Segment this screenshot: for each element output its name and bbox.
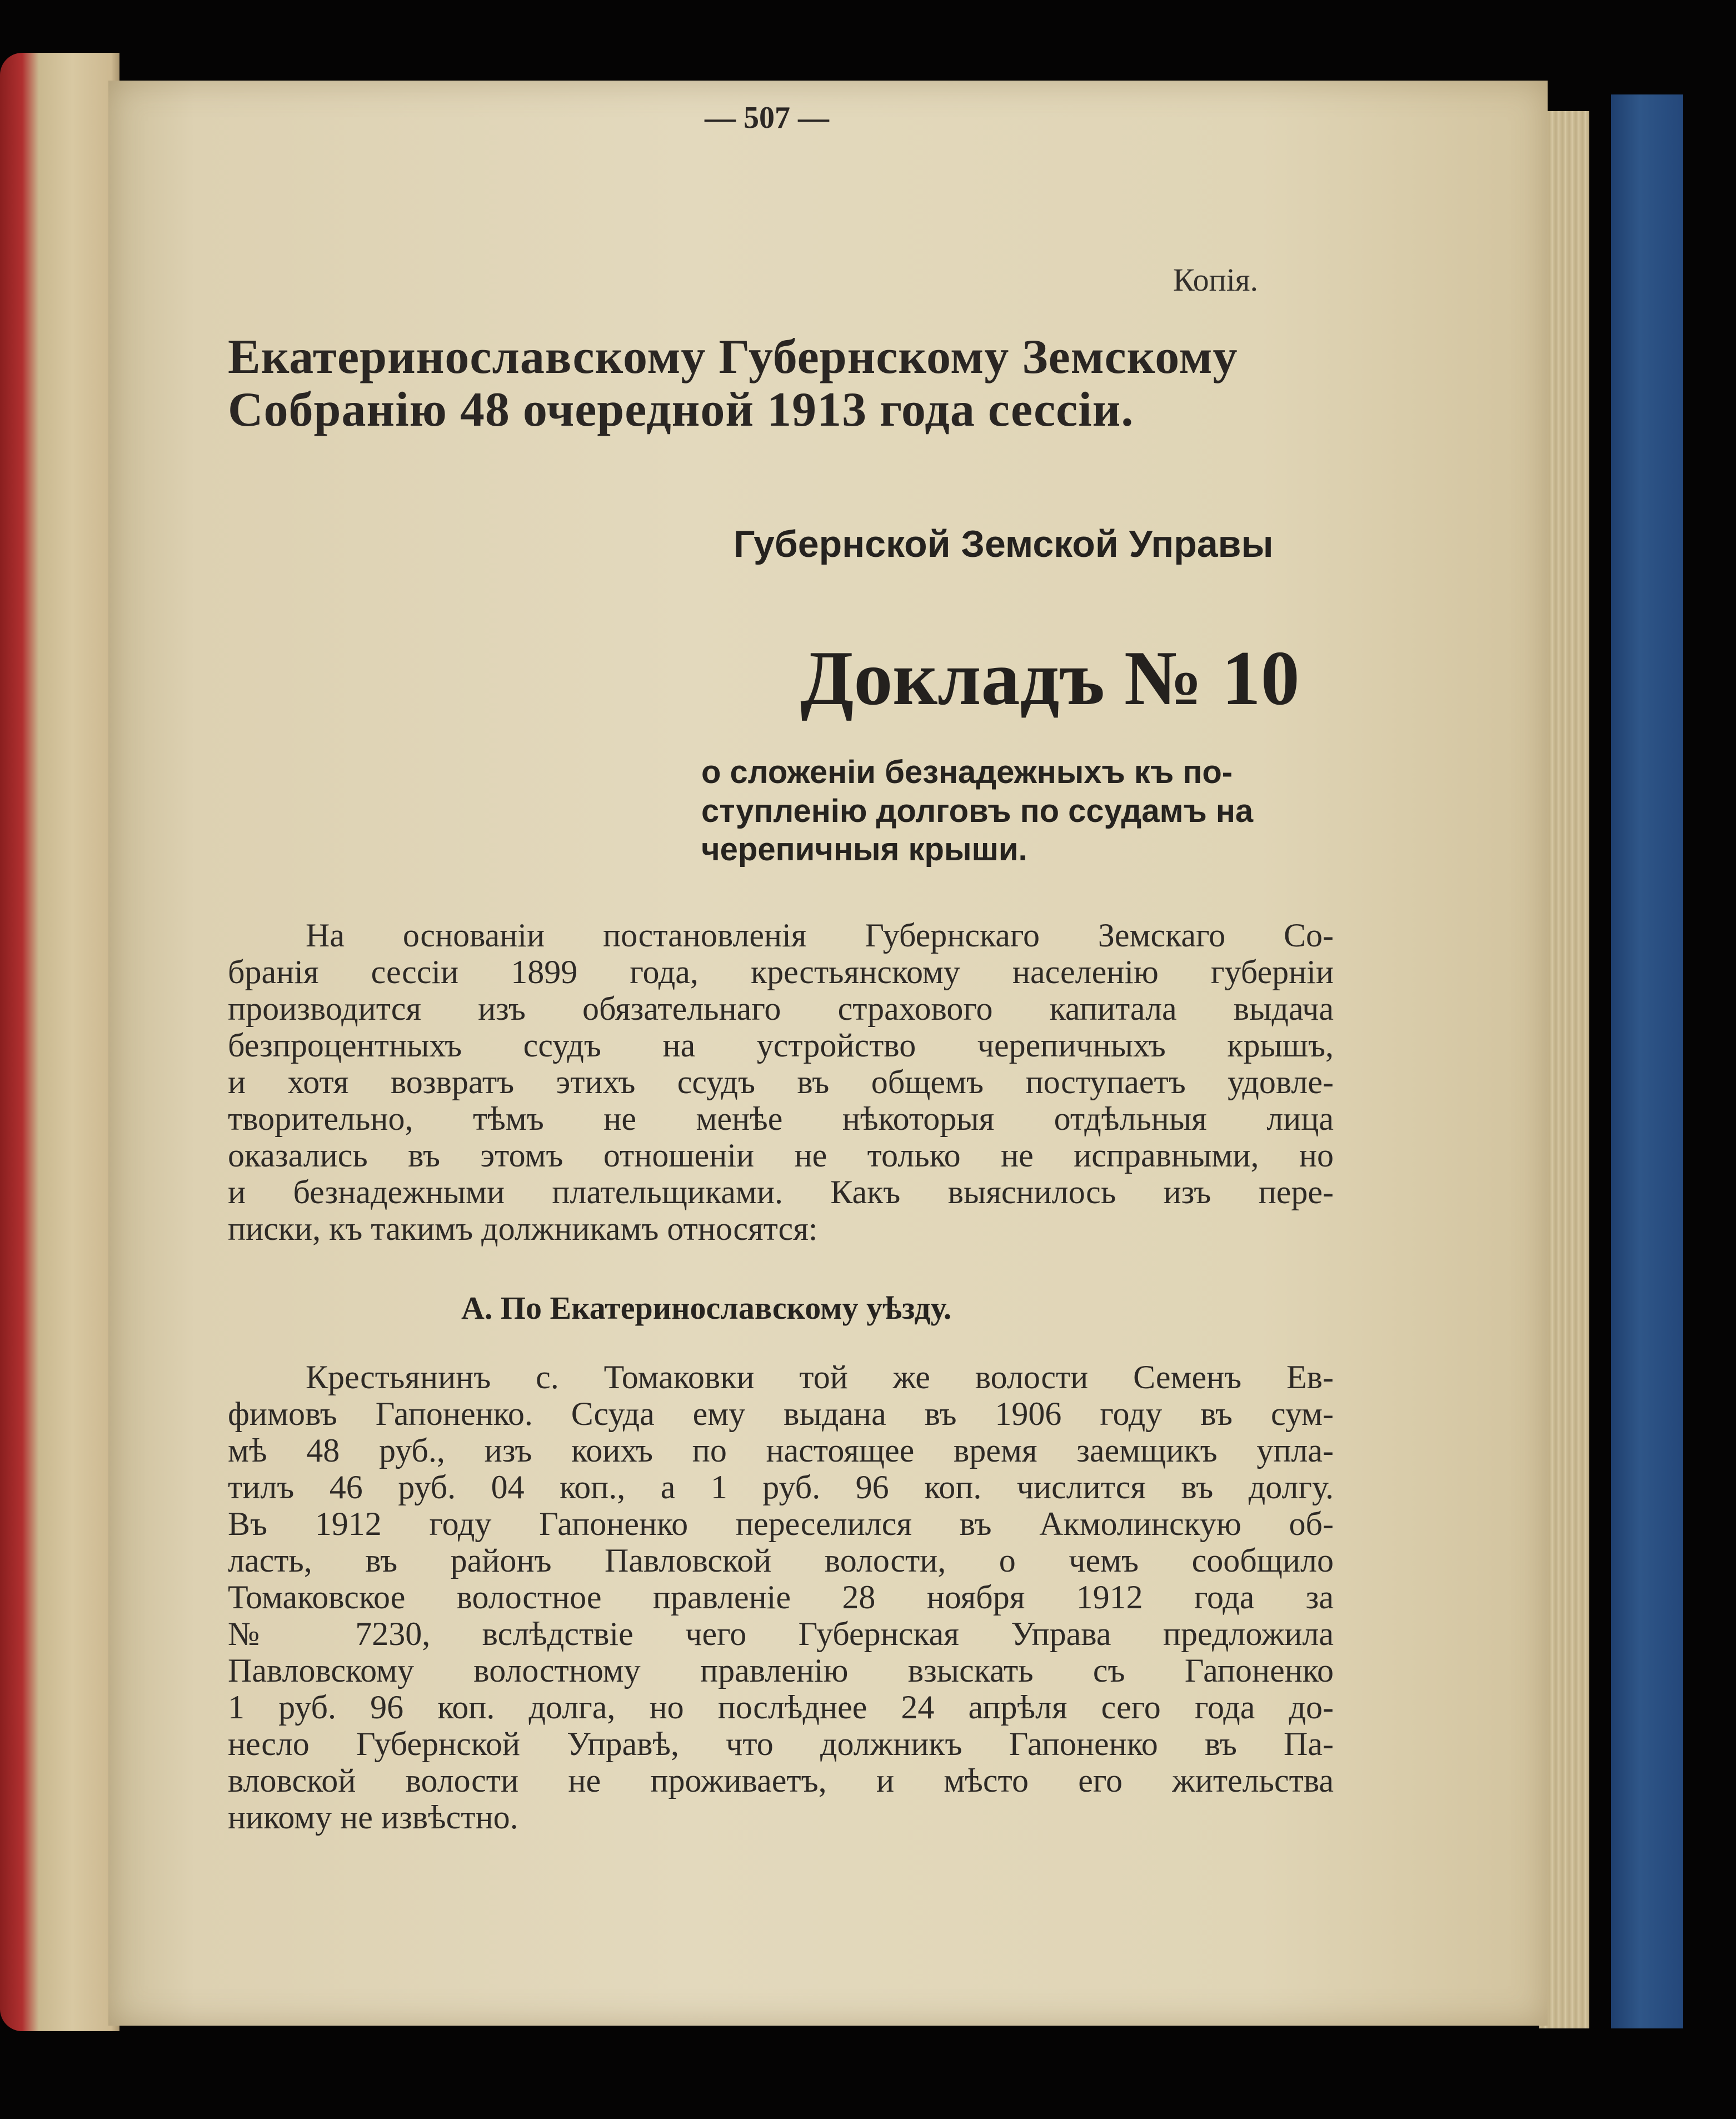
paragraph-line: вловской волости не проживаетъ, и мѣсто его жительства xyxy=(228,1762,1334,1799)
subject-line-2: ступленію долговъ по ссудамъ на xyxy=(701,792,1254,829)
paragraph-line: Павловскому волостному правленію взыскать съ Гапоненко xyxy=(228,1652,1334,1689)
paragraph-line: писки, къ такимъ должникамъ относятся: xyxy=(228,1210,818,1247)
book-cover-edge xyxy=(1611,94,1683,2028)
paragraph-line: На основаніи постановленія Губернскаго Земскаго Со- xyxy=(306,917,1334,954)
paragraph-line: и хотя возвратъ этихъ ссудъ въ общемъ поступаетъ удовле- xyxy=(228,1064,1334,1100)
paragraph-line: творительно, тѣмъ не менѣе нѣкоторыя отдѣльныя лица xyxy=(228,1100,1334,1137)
paragraph-line: и безнадежными плательщиками. Какъ выяснилось изъ пере- xyxy=(228,1174,1334,1210)
paragraph-line: никому не извѣстно. xyxy=(228,1799,518,1836)
paragraph-line: Томаковское волостное правленіе 28 ноября 1912 года за xyxy=(228,1579,1334,1616)
paragraph-line: 1 руб. 96 коп. долга, но послѣднее 24 апрѣля сего года до- xyxy=(228,1689,1334,1726)
address-line-1: Екатеринославскому Губернскому Земскому xyxy=(228,330,1238,384)
subject-line-1: о сложеніи безнадежныхъ къ по- xyxy=(701,754,1233,790)
paragraph-line: фимовъ Гапоненко. Ссуда ему выдана въ 1906 году въ сум- xyxy=(228,1395,1334,1432)
address-line-2: Собранію 48 очередной 1913 года сессіи. xyxy=(228,383,1134,437)
paragraph-line: бранія сессіи 1899 года, крестьянскому населенію губерніи xyxy=(228,954,1334,990)
section-heading-a: А. По Екатеринославскому уѣзду. xyxy=(461,1290,952,1326)
copy-label: Копія. xyxy=(1173,262,1258,298)
report-title: Докладъ № 10 xyxy=(800,635,1300,721)
paragraph-line: мѣ 48 руб., изъ коихъ по настоящее время заемщикъ упла- xyxy=(228,1432,1334,1469)
left-page-edge xyxy=(0,53,119,2031)
paragraph-line: оказались въ этомъ отношеніи не только не исправными, но xyxy=(228,1137,1334,1174)
paragraph-line: № 7230, вслѣдствіе чего Губернская Управа предложила xyxy=(228,1616,1334,1652)
paragraph-line: ласть, въ районъ Павловской волости, о чемъ сообщило xyxy=(228,1542,1334,1579)
intro-paragraph xyxy=(228,917,1334,1247)
page-number: — 507 — xyxy=(705,101,829,135)
paragraph-line: Въ 1912 году Гапоненко переселился въ Акмолинскую об- xyxy=(228,1505,1334,1542)
paragraph-line: безпроцентныхъ ссудъ на устройство черепичныхъ крышъ, xyxy=(228,1027,1334,1064)
report-subject xyxy=(701,753,1340,869)
section-a-paragraph xyxy=(228,1359,1334,1836)
paragraph-line: производится изъ обязательнаго страхового капитала выдача xyxy=(228,990,1334,1027)
paragraph-line: Крестьянинъ с. Томаковки той же волости Семенъ Ев- xyxy=(306,1359,1334,1395)
issuer-heading: Губернской Земской Управы xyxy=(734,523,1274,565)
address-heading xyxy=(228,331,1328,436)
paragraph-line: несло Губернской Управѣ, что должникъ Гапоненко въ Па- xyxy=(228,1726,1334,1762)
paragraph-line: тилъ 46 руб. 04 коп., а 1 руб. 96 коп. числится въ долгу. xyxy=(228,1469,1334,1505)
subject-line-3: черепичныя крыши. xyxy=(701,831,1027,868)
